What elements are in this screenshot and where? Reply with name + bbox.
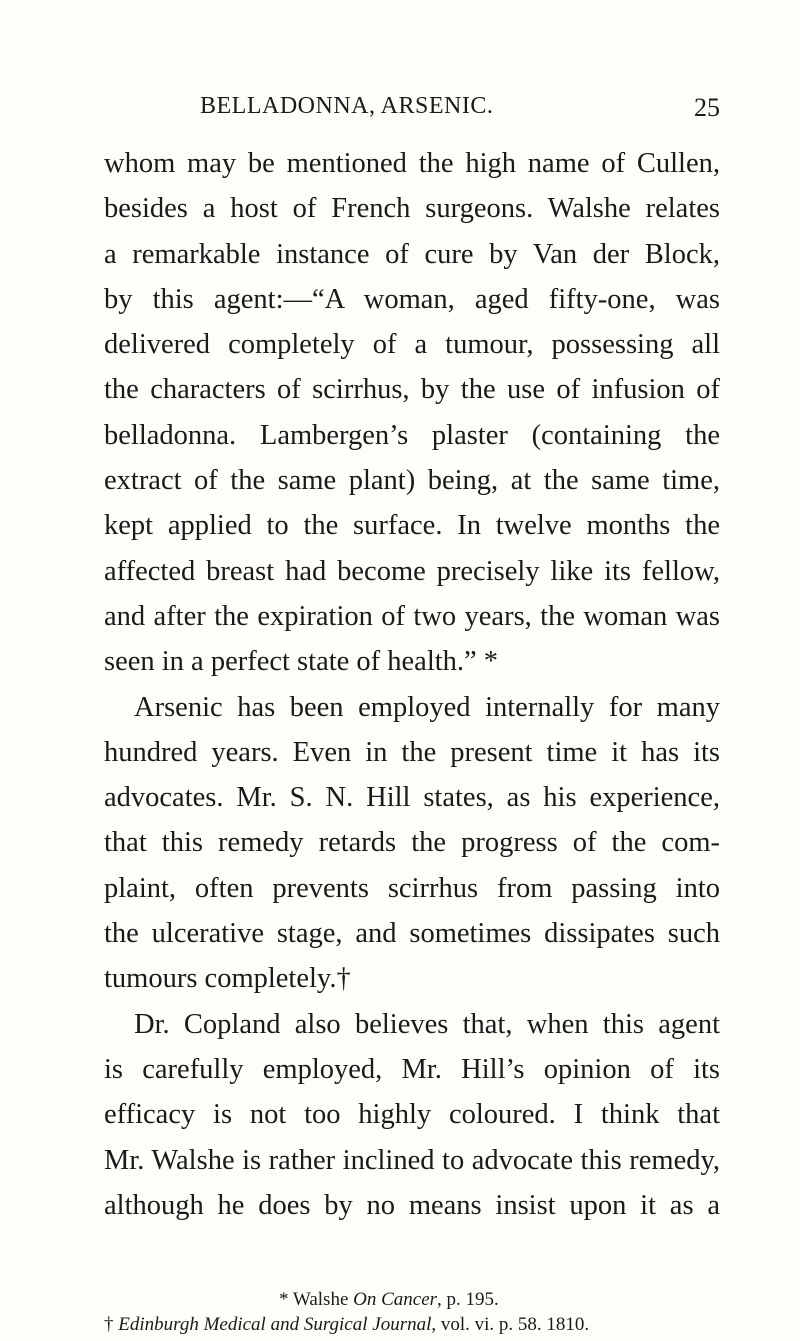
text-line: by this agent:—“A woman, aged fifty-one, was bbox=[104, 283, 720, 315]
text-line: hundred years. Even in the present time it has its bbox=[104, 736, 720, 768]
text-line: seen in a perfect state of health.” * bbox=[104, 646, 499, 678]
text-line: belladonna. Lambergen’s plaster (containing the bbox=[104, 419, 720, 451]
footnote-title: On Cancer bbox=[353, 1289, 438, 1310]
text-line: affected breast had become precisely like its fellow, bbox=[104, 555, 720, 587]
text-line: Mr. Walshe is rather inclined to advocate this remedy, bbox=[104, 1144, 720, 1176]
text-line: a remarkable instance of cure by Van der Block, bbox=[104, 238, 720, 270]
text-line: the ulcerative stage, and sometimes dissipates such bbox=[104, 918, 720, 950]
text-line: advocates. Mr. S. N. Hill states, as his experience, bbox=[104, 782, 720, 814]
text-line: Dr. Copland also believes that, when this agent bbox=[134, 1008, 720, 1040]
footnote-edinburgh bbox=[104, 1312, 720, 1337]
footnote-title: Edinburgh Medical and Surgical Journal bbox=[118, 1314, 432, 1335]
footnote-walshe bbox=[104, 1287, 720, 1312]
footnote-marker: † bbox=[104, 1314, 114, 1335]
footnote-reference: , p. 195. bbox=[437, 1289, 499, 1310]
page-number: 25 bbox=[694, 93, 720, 122]
text-line: delivered completely of a tumour, possessing all bbox=[104, 329, 720, 361]
text-line: kept applied to the surface. In twelve months the bbox=[104, 510, 720, 542]
running-header bbox=[200, 93, 720, 133]
text-line: plaint, often prevents scirrhus from passing into bbox=[104, 872, 720, 904]
text-line: and after the expiration of two years, the woman was bbox=[104, 600, 720, 632]
text-line: besides a host of French surgeons. Walshe relates bbox=[104, 193, 720, 225]
text-line: is carefully employed, Mr. Hill’s opinion of its bbox=[104, 1053, 720, 1085]
footnote-marker: * bbox=[279, 1289, 289, 1310]
footnote-author: Walshe bbox=[292, 1289, 349, 1310]
running-title: BELLADONNA, ARSENIC. bbox=[200, 93, 494, 119]
text-line: that this remedy retards the progress of the com- bbox=[104, 827, 720, 859]
footnotes bbox=[104, 1287, 720, 1337]
text-line: tumours completely.† bbox=[104, 963, 351, 995]
text-line: the characters of scirrhus, by the use of infusion of bbox=[104, 374, 720, 406]
text-line: efficacy is not too highly coloured. I think that bbox=[104, 1099, 720, 1131]
footnote-reference: , vol. vi. p. 58. 1810. bbox=[431, 1314, 590, 1335]
text-line: Arsenic has been employed internally for many bbox=[134, 691, 720, 723]
text-line: extract of the same plant) being, at the same time, bbox=[104, 465, 720, 497]
body-text bbox=[104, 141, 720, 1228]
text-line: whom may be mentioned the high name of Cullen, bbox=[104, 148, 720, 179]
text-line: although he does by no means insist upon it as a bbox=[104, 1189, 720, 1221]
